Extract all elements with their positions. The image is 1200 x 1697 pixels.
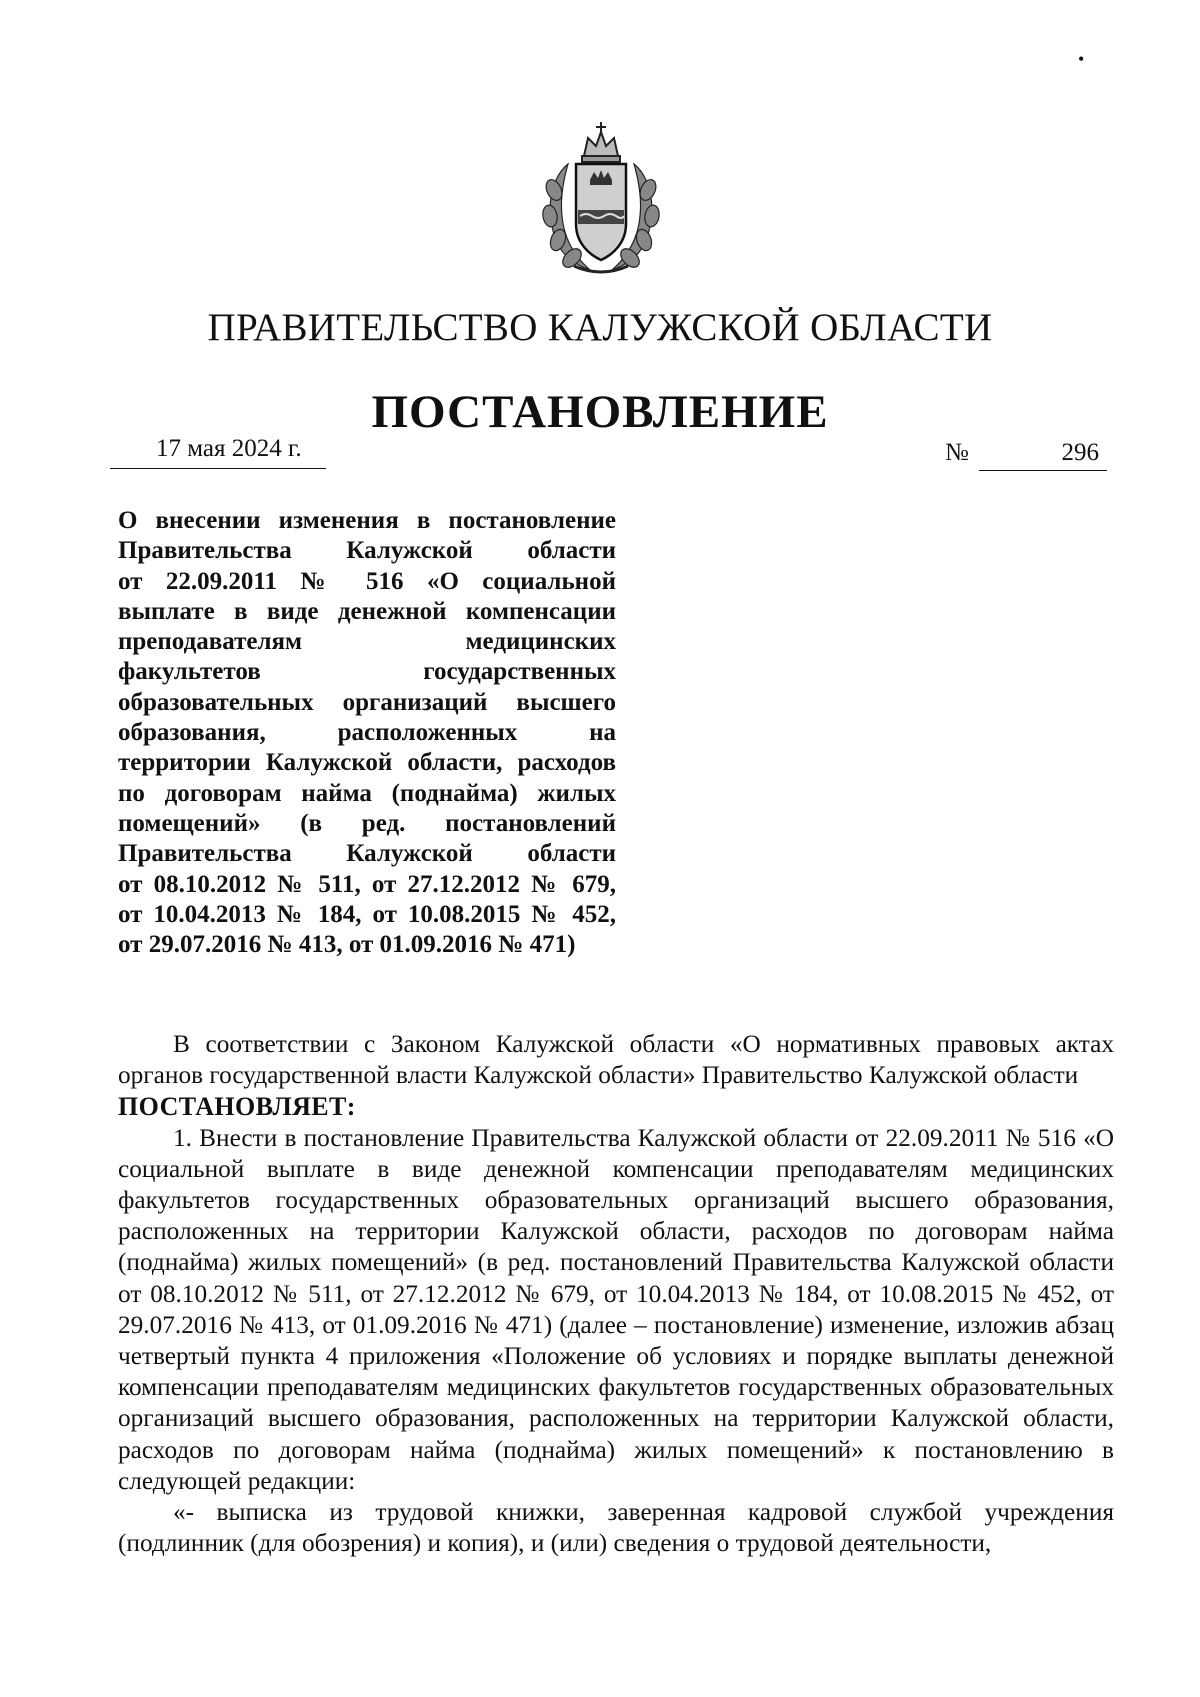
preamble-paragraph: В соответствии с Законом Калужской области «О нормативных правовых актах органов государственной власти Калужской области» Правительство Калужской области xyxy=(118,1030,1114,1090)
subject-line: образовательных организаций высшего xyxy=(118,688,616,716)
coat-of-arms-emblem xyxy=(534,120,668,278)
document-subject xyxy=(118,506,616,960)
subject-line: преподавателям медицинских xyxy=(118,628,616,656)
subject-line: от 10.04.2013 № 184, от 10.08.2015 № 452, xyxy=(118,900,616,928)
decree-word: ПОСТАНОВЛЯЕТ: xyxy=(118,1092,356,1122)
document-number-field xyxy=(945,436,1107,472)
subject-line: территории Калужской области, расходов xyxy=(118,749,616,777)
number-sign: № xyxy=(945,439,969,466)
subject-line: помещений» (в ред. постановлений xyxy=(118,809,616,837)
item-1-paragraph: 1. Внести в постановление Правительства Калужской области от 22.09.2011 № 516 «О социальной выплате в виде денежной компенсации преподавателям медицинских факультетов государственных образовательных организаций высшего образования, расположенных на территории Калужской области, расходов по договорам найма (поднайма) жилых помещений» (в ред. постановлений Правительства Калужской области от 08.10.2012 № 511, от 27.12.2012 № 679, от 10.04.2013 № 184, от 10.08.2015 № 452, от 29.07.2016 № 413, от 01.09.2016 № 471) (далее – постановление) изменение, изложив абзац четвертый пункта 4 приложения «Положение об условиях и порядке выплаты денежной компенсации преподавателям медицинских факультетов государственных образовательных организаций высшего образования, расположенных на территории Калужской области, расходов по договорам найма (поднайма) жилых помещений» к постановлению в следующей редакции: xyxy=(118,1123,1114,1495)
document-date: 17 мая 2024 г. xyxy=(156,435,302,462)
quoted-amendment-paragraph: «- выписка из трудовой книжки, заверенная кадровой службой учреждения (подлинник (для обозрения) и копия), и (или) сведения о трудовой деятельности, xyxy=(118,1498,1114,1558)
subject-line: Правительства Калужской области xyxy=(118,840,616,868)
document-body xyxy=(118,1029,1114,1559)
subject-line: по договорам найма (поднайма) жилых xyxy=(118,779,616,807)
subject-line: образования, расположенных на xyxy=(118,719,616,747)
subject-line: выплате в виде денежной компенсации xyxy=(118,597,616,625)
subject-line: Правительства Калужской области xyxy=(118,537,616,565)
subject-line: факультетов государственных xyxy=(118,658,616,686)
subject-line: от 22.09.2011 № 516 «О социальной xyxy=(118,567,616,595)
organization-title: ПРАВИТЕЛЬСТВО КАЛУЖСКОЙ ОБЛАСТИ xyxy=(207,306,993,349)
subject-line: от 29.07.2016 № 413, от 01.09.2016 № 471) xyxy=(118,931,576,959)
scan-speck: • xyxy=(1078,49,1085,69)
document-date-field xyxy=(110,432,326,469)
subject-line: от 08.10.2012 № 511, от 27.12.2012 № 679, xyxy=(118,870,616,898)
number-underline xyxy=(979,470,1107,471)
document-type-heading: ПОСТАНОВЛЕНИЕ xyxy=(371,386,829,438)
subject-line: О внесении изменения в постановление xyxy=(118,507,616,534)
document-number: 296 xyxy=(1061,439,1099,466)
